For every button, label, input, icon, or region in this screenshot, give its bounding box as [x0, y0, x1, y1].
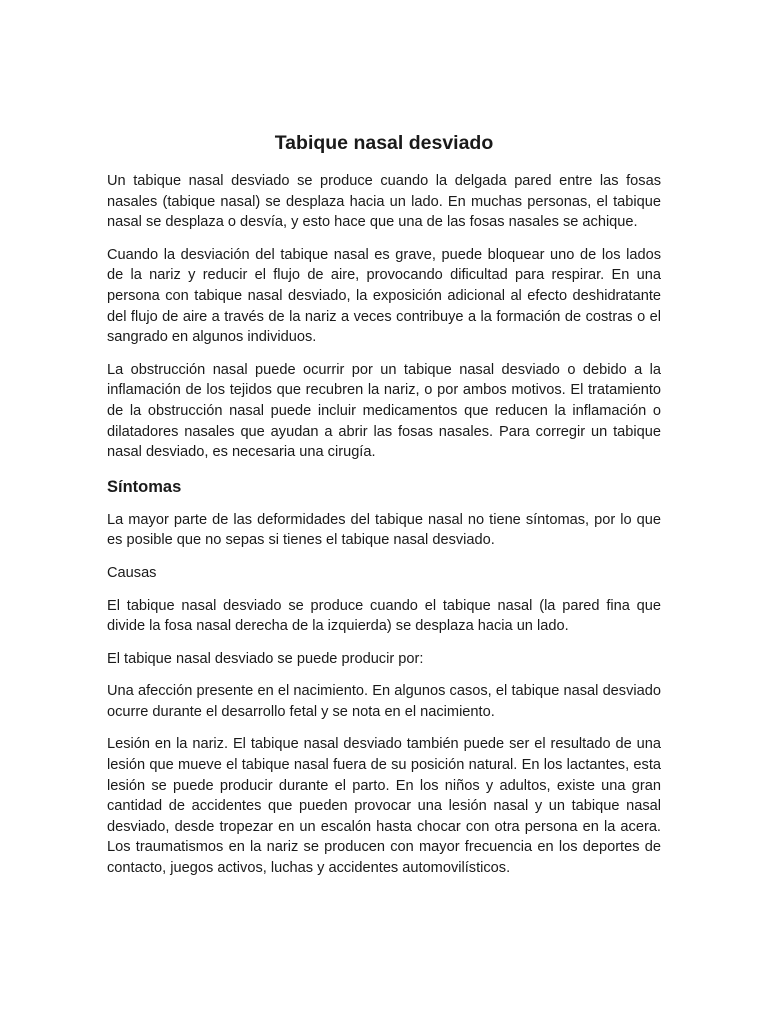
document-page — [107, 128, 661, 891]
causes-intro-line: El tabique nasal desviado se puede producir por: — [107, 650, 424, 667]
cause-injury-paragraph: Lesión en la nariz. El tabique nasal desviado también puede ser el resultado de una lesión que mueve el tabique nasal fuera de su posición natural. En los lactantes, esta lesión se puede producir durante el parto. En los niños y adultos, existe una gran cantidad de accidentes que pueden provocar una lesión nasal y un tabique nasal desviado, desde tropezar en un escalón hasta chocar con otra persona en la acera. Los traumatismos en la nariz se producen con mayor frecuencia en los deportes de contacto, juegos activos, luchas y accidentes automovilísticos. — [107, 736, 661, 877]
causes-paragraph: El tabique nasal desviado se produce cuando el tabique nasal (la pared fina que divide la fosa nasal derecha de la izquierda) se desplaza hacia un lado. — [107, 597, 661, 635]
causes-label: Causas — [107, 564, 157, 581]
cause-birth-paragraph: Una afección presente en el nacimiento. En algunos casos, el tabique nasal desviado ocurre durante el desarrollo fetal y se nota en el nacimiento. — [107, 683, 661, 720]
symptoms-paragraph: La mayor parte de las deformidades del tabique nasal no tiene síntomas, por lo que es posible que no sepas si tienes el tabique nasal desviado. — [107, 511, 661, 549]
document-title: Tabique nasal desviado — [274, 132, 494, 154]
intro-paragraph-3: La obstrucción nasal puede ocurrir por un tabique nasal desviado o debido a la inflamación de los tejidos que recubren la nariz, o por ambos motivos. El tratamiento de la obstrucción nasal puede incluir medicamentos que reducen la inflamación o dilatadores nasales que ayudan a abrir las fosas nasales. Para corregir un tabique nasal desviado, es necesaria una cirugía. — [107, 361, 661, 461]
intro-paragraph-1: Un tabique nasal desviado se produce cuando la delgada pared entre las fosas nasales (tabique nasal) se desplaza hacia un lado. En muchas personas, el tabique nasal se desplaza o desvía, y esto hace que una de las fosas nasales se achique. — [107, 173, 661, 231]
section-heading-sintomas: Síntomas — [107, 477, 182, 496]
intro-paragraph-2: Cuando la desviación del tabique nasal es grave, puede bloquear uno de los lados de la nariz y reducir el flujo de aire, provocando dificultad para respirar. En una persona con tabique nasal desviado, la exposición adicional al efecto deshidratante del flujo de aire a través de la nariz a veces contribuye a la formación de costras o el sangrado en algunos individuos. — [107, 246, 661, 346]
